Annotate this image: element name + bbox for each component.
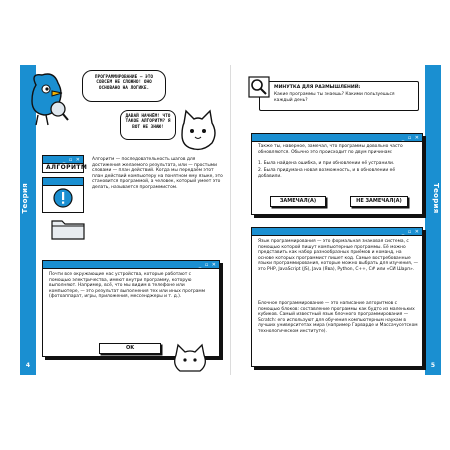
right-side-label: Теория bbox=[432, 183, 440, 214]
reflection-question: Какие программы ты знаешь? Какими пользуешься каждый день? bbox=[274, 92, 395, 103]
speech-bubble-programming bbox=[82, 70, 166, 102]
left-page bbox=[20, 65, 230, 375]
magnifier-icon bbox=[248, 76, 270, 98]
bubble-2-text: ДАВАЙ НАЧНЁМ! ЧТО ТАКОЕ АЛГОРИТМ? Я ВОТ НЕ ЗНАЮ! bbox=[125, 114, 171, 130]
updates-window bbox=[251, 133, 423, 215]
not-noticed-button[interactable]: НЕ ЗАМЕЧАЛ(А) bbox=[350, 196, 408, 207]
folder-icon bbox=[50, 215, 86, 241]
language-window bbox=[251, 227, 423, 367]
update-reason-2: 2. Была придумана новая возможность, и в обновлении её добавили. bbox=[258, 168, 396, 179]
window-titlebar: _ ▫ ✕ bbox=[252, 228, 422, 236]
bird-mascot-illustration bbox=[24, 71, 70, 131]
window-titlebar: _ ▫ ✕ bbox=[252, 134, 422, 142]
info-window bbox=[42, 177, 84, 213]
small-cat-illustration bbox=[170, 343, 210, 373]
devices-text: Почти все окружающие нас устройства, которые работают с помощью электричества, имеют внутри программу, которую выполняют. Например, всё, что мы видим в телефоне или компьютере, — это результат выполнения тех или иных программ (фотоаппарат, игры, приложения, мессенджеры и т. д.). bbox=[49, 272, 206, 300]
window-titlebar bbox=[43, 178, 83, 186]
block-programming-text: Блочное программирование — это написание алгоритмов с помощью блоков: составление программы как будто из маленьких кубиков. Самый известный язык блочного программирования — Scratch: его используют для обучения компьютерным наукам в лучших университетах мира (например Гарварде и Массачусетском технологическом институте). bbox=[258, 301, 418, 334]
cat-mascot-illustration bbox=[176, 109, 220, 155]
algorithm-heading-window bbox=[42, 155, 88, 173]
left-page-number: 4 bbox=[25, 362, 31, 369]
reflection-title: МИНУТКА ДЛЯ РАЗМЫШЛЕНИЙ: bbox=[274, 85, 361, 90]
update-reason-1: 1. Была найдена ошибка, и при обновлении её устранили. bbox=[258, 161, 395, 166]
right-side-tab bbox=[425, 65, 441, 375]
info-icon bbox=[53, 188, 73, 208]
right-page bbox=[231, 65, 441, 375]
reflection-box bbox=[259, 81, 419, 111]
left-side-label: Теория bbox=[21, 183, 29, 214]
window-titlebar: _ ▫ ✕ bbox=[43, 156, 83, 164]
book-spread bbox=[20, 65, 441, 375]
ok-button[interactable]: OK bbox=[99, 343, 161, 354]
speech-bubble-algorithm bbox=[120, 110, 176, 140]
window-titlebar: _ ▫ ✕ bbox=[43, 261, 219, 269]
bubble-1-text: ПРОГРАММИРОВАНИЕ — ЭТО СОВСЕМ НЕ СЛОЖНО! ОНО ОСНОВАНО НА ЛОГИКЕ. bbox=[94, 75, 154, 91]
updates-text: Также ты, наверное, замечал, что программы довольно часто обновляются. Обычно это происходит по двум причинам: bbox=[258, 144, 403, 155]
right-page-number: 5 bbox=[430, 362, 436, 369]
language-text: Язык программирования — это формальная знаковая система, с помощью которой пишут компьютерные программы. Её можно представить как набор разнообразных приёмов и команд, на основе которых программист пишет код. Самые востребованные языки программирования, которые можно выбрать для изучения, — это PHP, JavaScript (JS), Java (Ява), Python, C++, C# или «СИ Шарп». bbox=[258, 239, 418, 272]
algorithm-heading: АЛГОРИТМ bbox=[46, 164, 88, 171]
algorithm-definition: Алгоритм — последовательность шагов для достижения желаемого результата, или — простыми словами — план действий. Когда мы передаём этот план действий компьютеру на понятном ему языке, это становится программой, а человек, который умеет это делать, называется программистом. bbox=[92, 157, 223, 190]
noticed-button[interactable]: ЗАМЕЧАЛ(А) bbox=[270, 196, 326, 207]
